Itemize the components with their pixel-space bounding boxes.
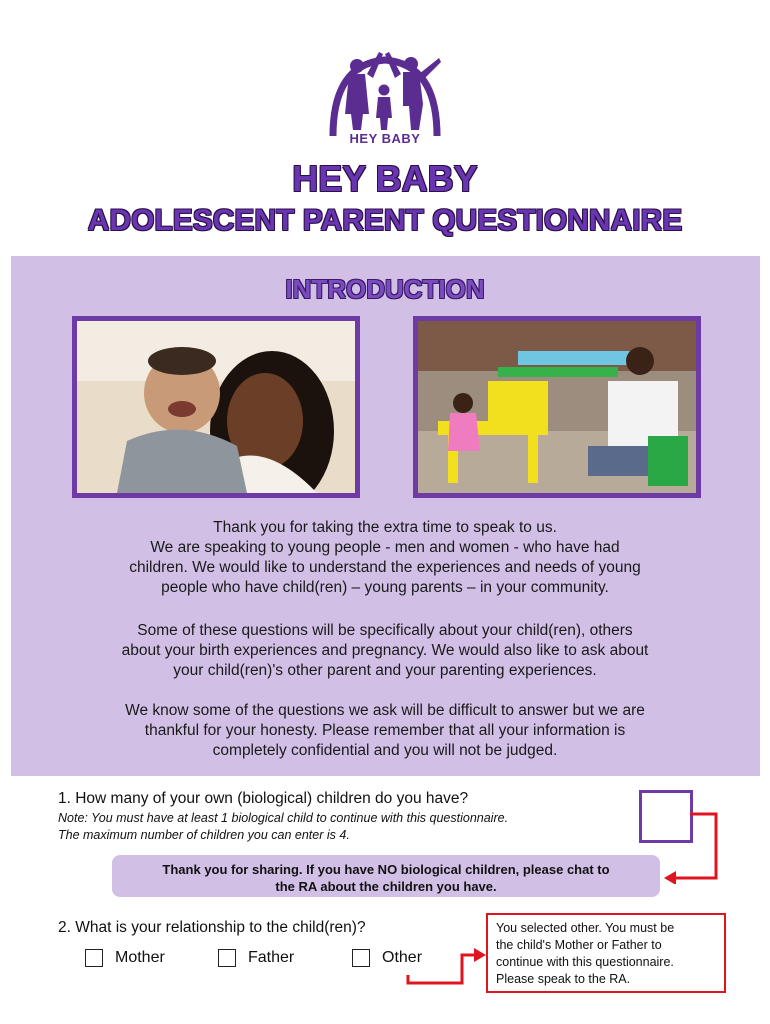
intro-line: Some of these questions will be specifically about your child(ren), others — [137, 622, 633, 639]
intro-paragraph-2 — [60, 621, 710, 681]
warning-line: Please speak to the RA. — [496, 972, 631, 986]
photo-father-and-child — [413, 316, 701, 498]
intro-line: We know some of the questions we ask will be difficult to answer but we are — [125, 702, 645, 719]
intro-line: completely confidential and you will not be judged. — [212, 742, 558, 759]
intro-line: people who have child(ren) – young parents – in your community. — [161, 579, 609, 596]
other-checkbox[interactable] — [352, 949, 370, 967]
intro-line: your child(ren)'s other parent and your parenting experiences. — [173, 662, 597, 679]
intro-paragraph-3 — [60, 701, 710, 761]
intro-line: about your birth experiences and pregnancy. We would also like to ask about — [121, 642, 649, 659]
intro-paragraph-1 — [60, 518, 710, 598]
option-mother[interactable] — [85, 949, 165, 967]
note-line: The maximum number of children you can enter is 4. — [58, 828, 350, 842]
page-title: HEY BABY — [292, 158, 478, 199]
other-selected-warning — [486, 913, 726, 993]
introduction-heading: INTRODUCTION — [285, 274, 485, 304]
intro-line: We are speaking to young people - men and women - who have had — [150, 539, 620, 556]
arrow-icon — [404, 945, 488, 987]
intro-line: Thank you for taking the extra time to speak to us. — [213, 519, 557, 536]
warning-line: continue with this questionnaire. — [496, 955, 674, 969]
option-label: Father — [248, 949, 295, 966]
father-checkbox[interactable] — [218, 949, 236, 967]
question-1-note — [58, 810, 618, 844]
mother-checkbox[interactable] — [85, 949, 103, 967]
option-father[interactable] — [218, 949, 294, 967]
option-label: Other — [382, 949, 423, 966]
question-1-info-message — [112, 855, 660, 897]
intro-line: children. We would like to understand the experiences and needs of young — [129, 559, 641, 576]
question-1-label: 1. How many of your own (biological) children do you have? — [58, 790, 469, 807]
photo-mother-and-baby — [72, 316, 360, 498]
note-line: Note: You must have at least 1 biological child to continue with this questionnaire. — [58, 811, 509, 825]
intro-line: thankful for your honesty. Please remember that all your information is — [144, 722, 626, 739]
logo-text: HEY BABY — [349, 131, 421, 146]
question-2-label: 2. What is your relationship to the child(ren)? — [58, 919, 366, 936]
warning-line: the child's Mother or Father to — [496, 938, 662, 952]
warning-line: You selected other. You must be — [496, 921, 675, 935]
arrow-icon — [660, 812, 724, 884]
message-line: Thank you for sharing. If you have NO biological children, please chat to — [162, 862, 610, 877]
message-line: the RA about the children you have. — [275, 879, 497, 894]
page-subtitle: ADOLESCENT PARENT QUESTIONNAIRE — [87, 204, 683, 237]
option-label: Mother — [115, 949, 165, 966]
